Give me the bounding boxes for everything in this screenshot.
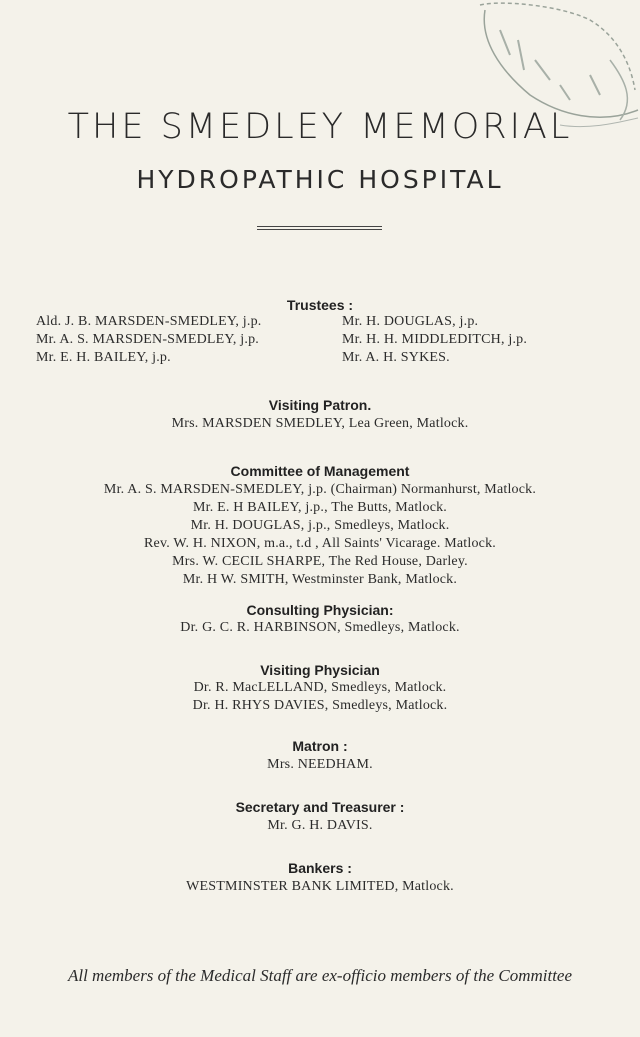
secretary-entry: Mr. G. H. DAVIS. <box>267 818 373 833</box>
section-heading-trustees: Trustees : <box>286 297 354 313</box>
section-heading-bankers: Bankers : <box>288 860 352 876</box>
matron-entry: Mrs. NEEDHAM. <box>267 757 373 772</box>
trustee-entry: Mr. H. DOUGLAS, j.p. <box>342 314 479 329</box>
section-heading-matron: Matron : <box>292 738 348 754</box>
committee-entry: Rev. W. H. NIXON, m.a., t.d , All Saints' Vicarage. Matlock. <box>144 536 496 551</box>
patron-entry: Mrs. MARSDEN SMEDLEY, Lea Green, Matlock. <box>171 416 469 431</box>
footer-note: All members of the Medical Staff are ex-officio members of the Committee <box>67 966 573 985</box>
section-heading-committee: Committee of Management <box>230 463 410 479</box>
committee-entry: Mr. A. S. MARSDEN-SMEDLEY, j.p. (Chairman) Normanhurst, Matlock. <box>103 482 537 497</box>
consulting-entry: Dr. G. C. R. HARBINSON, Smedleys, Matlock. <box>180 620 460 635</box>
trustee-entry: Mr. H. H. MIDDLEDITCH, j.p. <box>342 332 528 347</box>
divider-rule <box>257 229 382 230</box>
committee-entry: Mr. H. DOUGLAS, j.p., Smedleys, Matlock. <box>190 518 450 533</box>
document-subtitle: HYDROPATHIC HOSPITAL <box>136 165 504 194</box>
bankers-entry: WESTMINSTER BANK LIMITED, Matlock. <box>186 879 454 894</box>
divider-rule <box>257 226 382 227</box>
visiting-entry: Dr. R. MacLELLAND, Smedleys, Matlock. <box>193 680 447 695</box>
trustee-entry: Mr. A. H. SYKES. <box>342 350 450 365</box>
trustee-entry: Mr. E. H. BAILEY, j.p. <box>36 350 171 365</box>
section-heading-patron: Visiting Patron. <box>268 397 372 413</box>
committee-entry: Mr. H W. SMITH, Westminster Bank, Matlock. <box>182 572 458 587</box>
section-heading-secretary: Secretary and Treasurer : <box>235 799 405 815</box>
document-title: THE SMEDLEY MEMORIAL <box>67 107 573 147</box>
trustee-entry: Ald. J. B. MARSDEN-SMEDLEY, j.p. <box>36 314 262 329</box>
committee-entry: Mr. E. H BAILEY, j.p., The Butts, Matlock. <box>192 500 448 515</box>
visiting-entry: Dr. H. RHYS DAVIES, Smedleys, Matlock. <box>192 698 448 713</box>
trustee-entry: Mr. A. S. MARSDEN-SMEDLEY, j.p. <box>36 332 259 347</box>
section-heading-consulting: Consulting Physician: <box>246 602 394 618</box>
committee-entry: Mrs. W. CECIL SHARPE, The Red House, Darley. <box>172 554 468 569</box>
section-heading-visiting: Visiting Physician <box>260 662 380 678</box>
